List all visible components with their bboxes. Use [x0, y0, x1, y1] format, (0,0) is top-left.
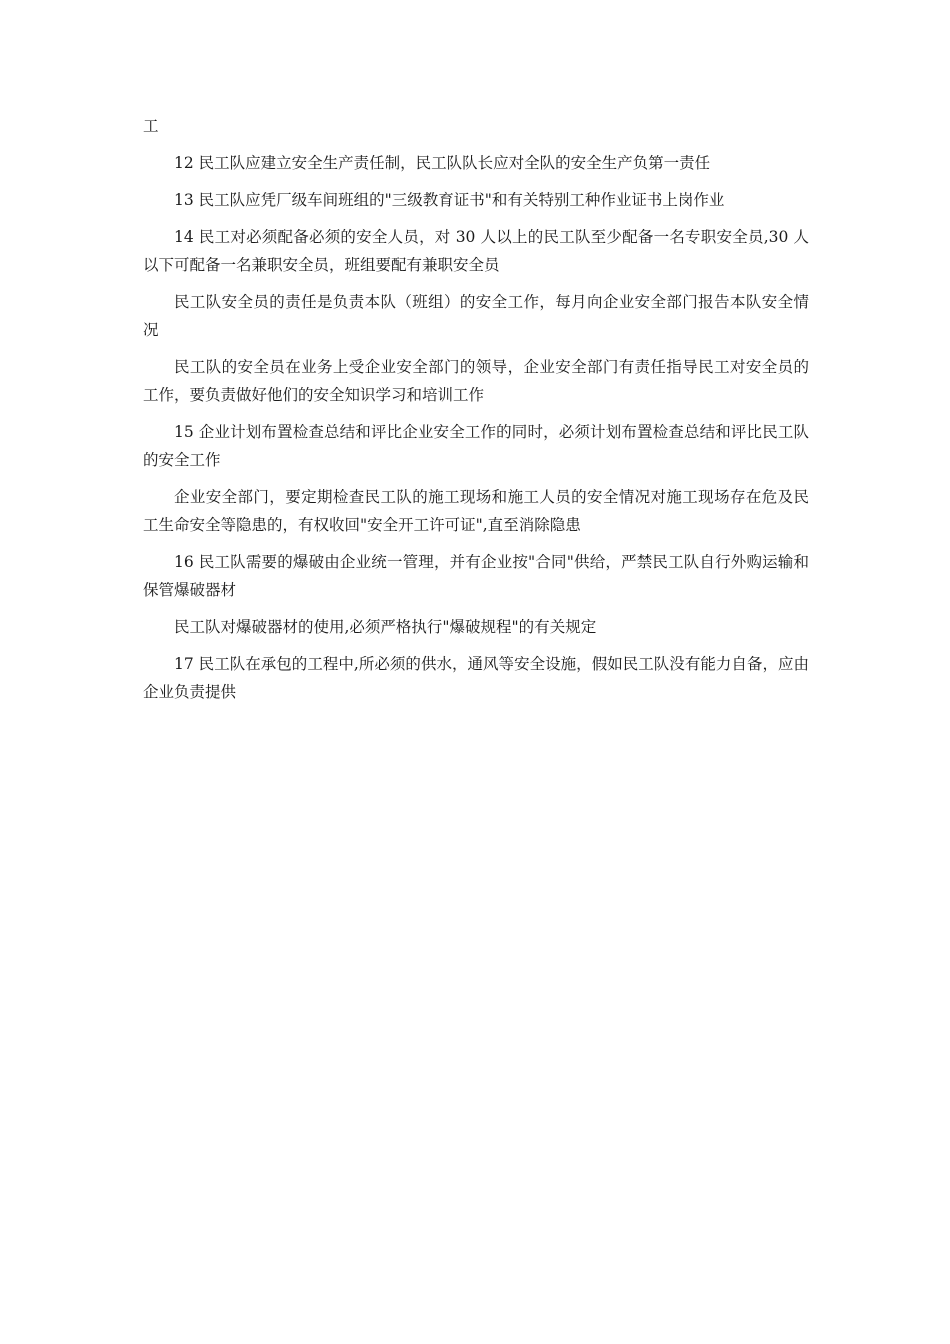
paragraph-13: 13 民工队应凭厂级车间班组的"三级教育证书"和有关特别工种作业证书上岗作业	[174, 191, 725, 209]
paragraph-inspection: 企业安全部门，要定期检查民工队的施工现场和施工人员的安全情况对施工现场存在危及民工生命安全等隐患的，有权收回"安全开工许可证",直至消除隐患	[143, 488, 809, 534]
paragraph-16: 16 民工队需要的爆破由企业统一管理，并有企业按"合同"供给，严禁民工队自行外购运输和保管爆破器材	[143, 553, 809, 599]
paragraph-safety-officer-guidance: 民工队的安全员在业务上受企业安全部门的领导，企业安全部门有责任指导民工对安全员的工作，要负责做好他们的安全知识学习和培训工作	[143, 358, 809, 404]
paragraph-12: 12 民工队应建立安全生产责任制，民工队队长应对全队的安全生产负第一责任	[174, 154, 711, 172]
paragraph-continuation: 工	[143, 117, 159, 135]
paragraph-15: 15 企业计划布置检查总结和评比企业安全工作的同时，必须计划布置检查总结和评比民工队的安全工作	[143, 423, 809, 469]
paragraph-safety-officer-duty: 民工队安全员的责任是负责本队（班组）的安全工作，每月向企业安全部门报告本队安全情况	[143, 293, 809, 339]
paragraph-17: 17 民工队在承包的工程中,所必须的供水，通风等安全设施，假如民工队没有能力自备，应由企业负责提供	[143, 655, 809, 701]
document-body	[143, 112, 809, 715]
paragraph-14: 14 民工对必须配备必须的安全人员，对 30 人以上的民工队至少配备一名专职安全员,30 人以下可配备一名兼职安全员，班组要配有兼职安全员	[143, 228, 809, 274]
paragraph-blasting-rules: 民工队对爆破器材的使用,必须严格执行"爆破规程"的有关规定	[174, 618, 597, 636]
